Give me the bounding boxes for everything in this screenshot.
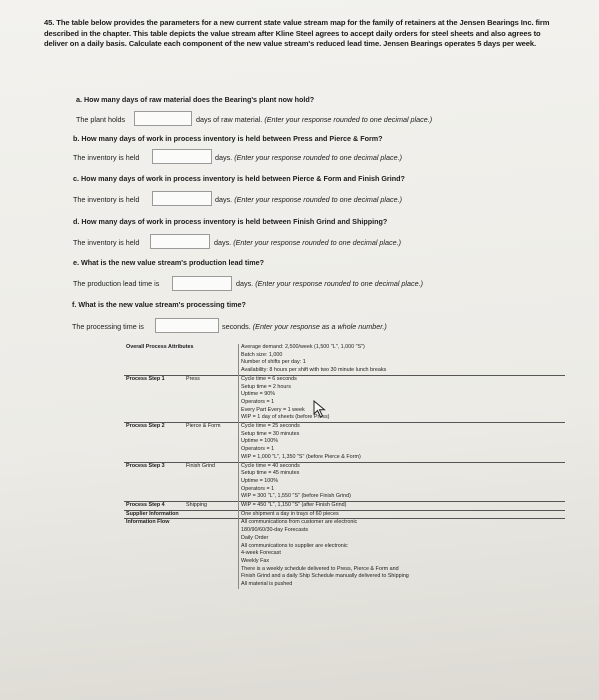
answer-suffix-d: days. (Enter your response rounded to one decimal place.) [214, 238, 401, 247]
problem-text: The table below provides the parameters for a new current state value stream map for the family of retainers at the Jensen Bearings Inc. firm described in the chapter. This table depicts the value stream after Kline Steel agrees to accept daily orders for steel sheets and also agrees to deliver on a daily basis. Calculate each component of the new value stream's reduced lead time. Jensen Bearings operates 5 days per week. [44, 18, 550, 48]
answer-suffix-b: days. (Enter your response rounded to one decimal place.) [215, 153, 402, 162]
information-flow-row: Information Flow All communications from customer are electronic 180/90/60/30-day Forecasts Daily Order All communications to supplier are electronic 4-week Forecast Weekly Fax There is a weekly schedule delivered to Press, Pierce & Form and Finish Grind and a daily Ship Schedule manually delivered to Shipping All material is pushed [124, 519, 565, 589]
overall-values: Average demand: 2,500/week (1,500 "L", 1,000 "S") Batch size: 1,000 Number of shifts per day: 1 Availability: 8 hours per shift with two 30 minute lunch breaks [239, 344, 566, 375]
answer-suffix-e: days. (Enter your response rounded to one decimal place.) [236, 279, 423, 288]
answer-line-e: The production lead time is [73, 279, 160, 288]
answer-input-b[interactable] [152, 149, 212, 164]
question-f: f. What is the new value stream's processing time? [72, 300, 246, 309]
problem-statement [44, 18, 564, 50]
step-row-3: Process Step 3 Finish Grind Cycle time = 40 seconds Setup time = 45 minutes Uptime = 100% Operators = 1 WIP = 300 "L", 1,550 "S" (before Finish Grind) [124, 462, 565, 502]
mouse-pointer-icon [313, 400, 329, 418]
overall-row [124, 344, 565, 375]
question-d: d. How many days of work in process inventory is held between Finish Grind and Shipping? [73, 217, 388, 226]
value-stream-parameters-table [124, 344, 565, 589]
answer-line-b: The inventory is held [73, 153, 140, 162]
answer-line-d: The inventory is held [73, 238, 140, 247]
question-c: c. How many days of work in process inventory is held between Pierce & Form and Finish Grind? [73, 174, 405, 183]
answer-input-e[interactable] [172, 276, 232, 291]
step-row-1: Process Step 1 Press Cycle time = 6 seconds Setup time = 2 hours Uptime = 90% Operators = 1 Every Part Every = 1 week WIP = 1 day of sheets (before Press) [124, 375, 565, 422]
step-row-2: Process Step 2 Pierce & Form Cycle time = 25 seconds Setup time = 30 minutes Uptime = 100% Operators = 1 WIP = 1,000 "L", 1,350 "S" (before Pierce & Form) [124, 423, 565, 463]
answer-suffix-a: days of raw material. (Enter your response rounded to one decimal place.) [196, 115, 433, 124]
supplier-row: Supplier Information One shipment a day in trays of 60 pieces [124, 510, 565, 519]
answer-line-a: The plant holds [76, 115, 126, 124]
answer-input-a[interactable] [134, 111, 192, 126]
answer-suffix-f: seconds. (Enter your response as a whole number.) [222, 322, 387, 331]
answer-suffix-c: days. (Enter your response rounded to one decimal place.) [215, 195, 402, 204]
answer-input-f[interactable] [155, 318, 219, 333]
step-row-4: Process Step 4 Shipping WIP = 450 "L", 1,150 "S" (after Finish Grind) [124, 502, 565, 511]
overall-label: Overall Process Attributes [126, 344, 194, 350]
question-a: a. How many days of raw material does the Bearing's plant now hold? [76, 95, 315, 104]
question-e: e. What is the new value stream's production lead time? [73, 258, 265, 267]
answer-line-f: The processing time is [72, 322, 144, 331]
problem-number: 45. [44, 18, 55, 27]
answer-input-d[interactable] [150, 234, 210, 249]
question-b: b. How many days of work in process inventory is held between Press and Pierce & Form? [73, 134, 383, 143]
answer-line-c: The inventory is held [73, 195, 140, 204]
answer-input-c[interactable] [152, 191, 212, 206]
